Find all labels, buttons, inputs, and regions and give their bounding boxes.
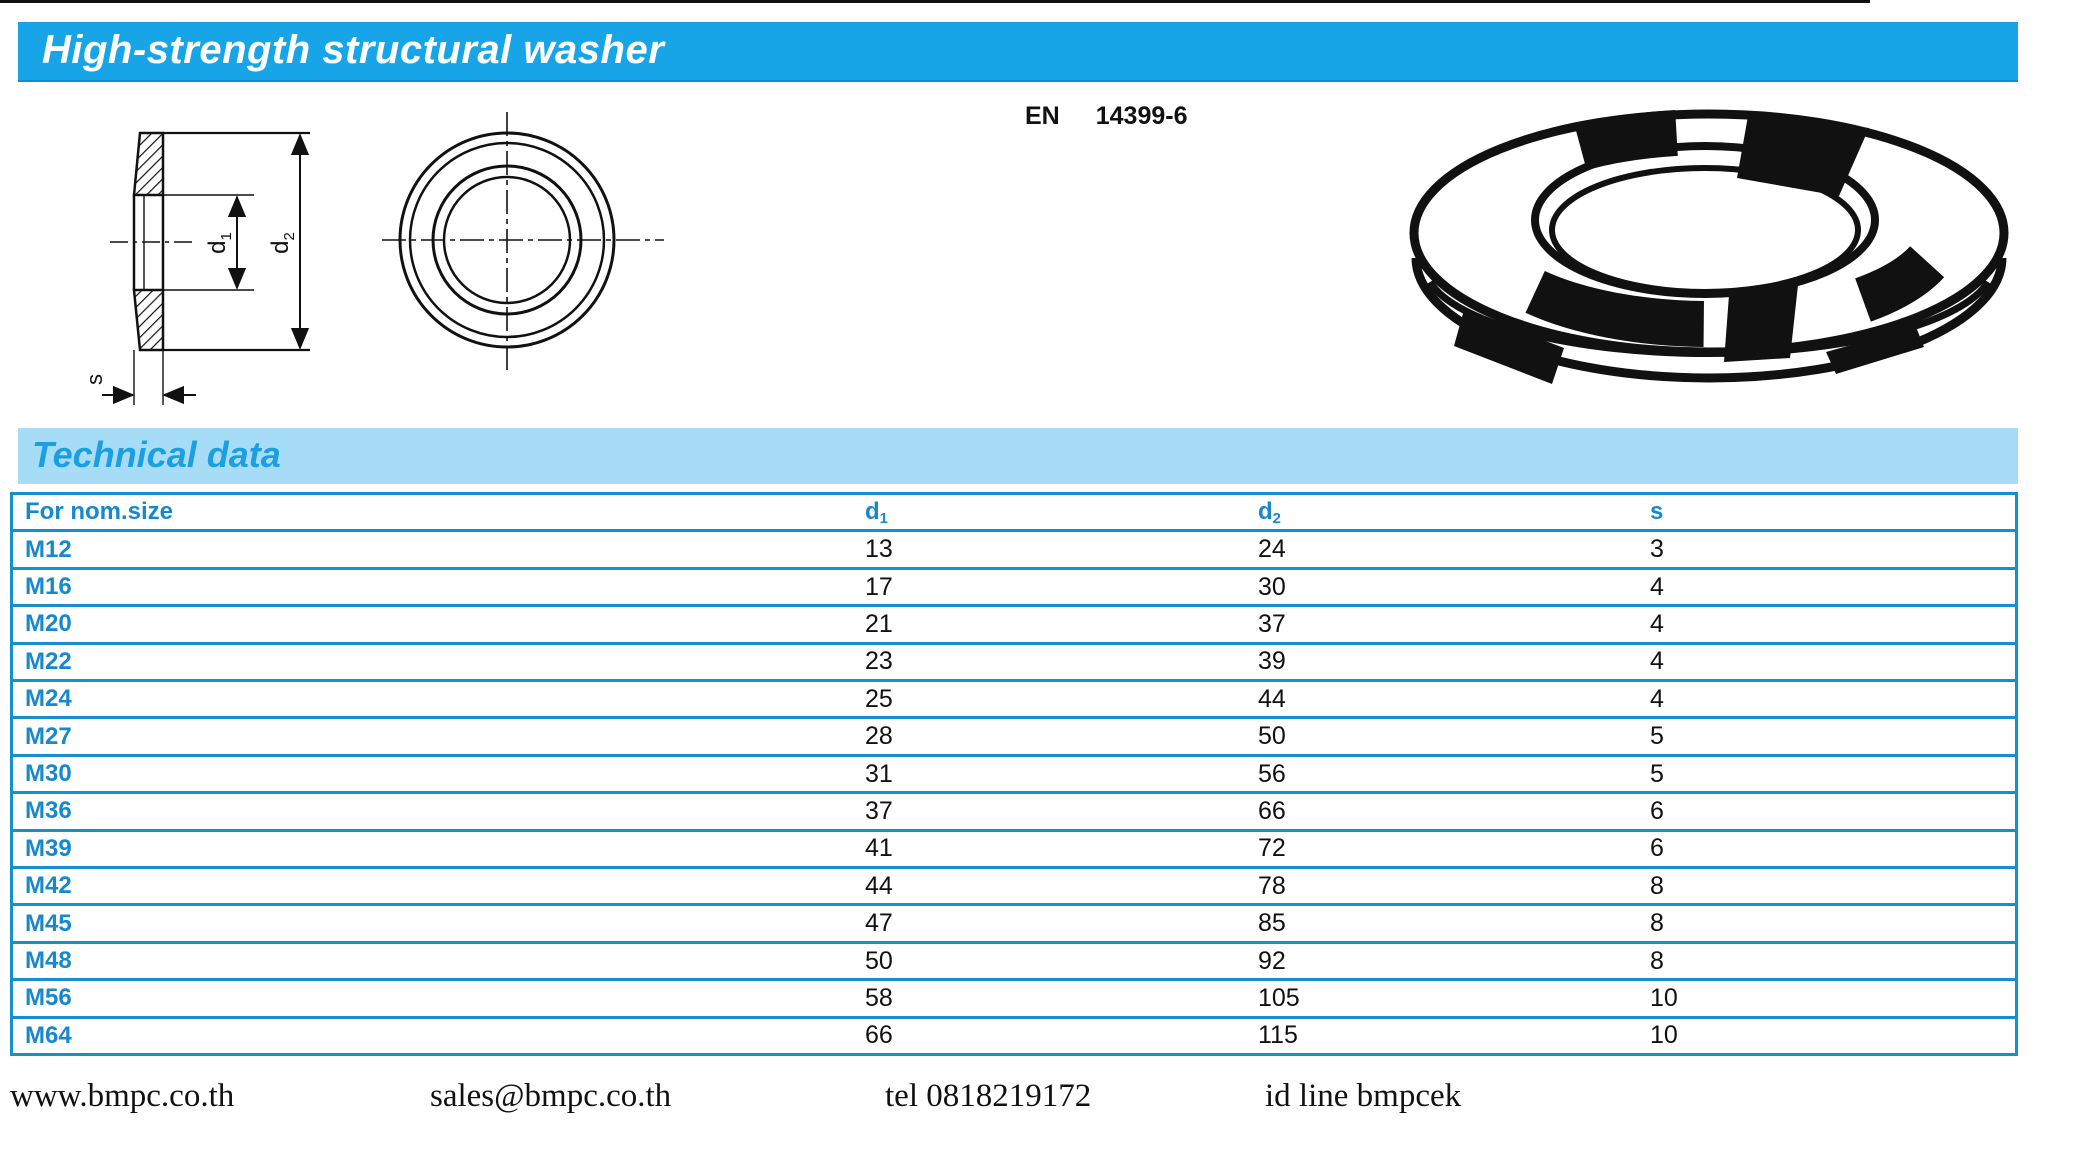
s-cell: 4 [1650,609,1664,638]
d2-cell: 39 [1258,647,1286,676]
page-top-rule [0,0,1870,3]
d2-cell: 115 [1258,1021,1298,1050]
s-cell: 6 [1650,796,1664,825]
washer-front-view-drawing [378,106,668,378]
table-row [13,529,2015,566]
d1-cell: 28 [865,722,893,751]
col-header-size: For nom.size [25,498,174,526]
s-cell: 4 [1650,684,1664,713]
dim-s-label: s [82,374,107,385]
table-row [13,1016,2015,1053]
s-cell: 8 [1650,909,1664,938]
table-header-row [13,495,2015,529]
d1-cell: 17 [865,572,893,601]
s-cell: 4 [1650,572,1664,601]
table-row [13,978,2015,1015]
d2-cell: 105 [1258,983,1300,1012]
d1-cell: 47 [865,909,893,938]
footer-phone: tel 0818219172 [885,1078,1092,1114]
s-cell: 10 [1650,983,1678,1012]
table-row [13,754,2015,791]
d1-cell: 23 [865,647,893,676]
d1-cell: 66 [865,1021,893,1050]
d2-cell: 92 [1258,946,1286,975]
s-cell: 8 [1650,871,1664,900]
d1-cell: 13 [865,535,893,564]
d2-cell: 44 [1258,684,1286,713]
d2-cell: 72 [1258,834,1286,863]
size-cell: M24 [25,685,72,713]
col-header-d2: $d_2$ [1258,497,1281,527]
s-cell: 5 [1650,759,1664,788]
d1-cell: 25 [865,684,893,713]
section-title: Technical data [32,434,281,475]
d1-cell: 41 [865,834,893,863]
page-title-bar [18,22,2018,82]
size-cell: M42 [25,872,72,900]
d2-cell: 78 [1258,871,1286,900]
table-row [13,716,2015,753]
page-title: High-strength structural washer [42,28,665,72]
d1-cell: 31 [865,759,893,788]
size-cell: M27 [25,722,72,750]
d1-cell: 37 [865,796,893,825]
dim-d2-label: $d_2$ [267,232,298,254]
size-cell: M45 [25,909,72,937]
d2-cell: 37 [1258,609,1286,638]
d2-cell: 50 [1258,722,1286,751]
table-row [13,791,2015,828]
s-cell: 3 [1650,535,1664,564]
s-cell: 5 [1650,722,1664,751]
d1-cell: 58 [865,983,893,1012]
size-cell: M56 [25,984,72,1012]
size-cell: M48 [25,947,72,975]
d1-cell: 50 [865,946,893,975]
size-cell: M22 [25,647,72,675]
d2-cell: 24 [1258,535,1286,564]
s-cell: 6 [1650,834,1664,863]
size-cell: M16 [25,573,72,601]
col-header-s: s [1650,498,1664,526]
technical-data-table [10,492,2018,1056]
washer-3d-illustration [1396,100,2026,400]
table-row [13,567,2015,604]
table-row [13,829,2015,866]
table-row [13,866,2015,903]
section-header-bar [18,428,2018,484]
table-row [13,679,2015,716]
table-row [13,903,2015,940]
standard-code: EN [1025,102,1060,130]
size-cell: M64 [25,1021,72,1049]
table-row [13,941,2015,978]
footer-email: sales@bmpc.co.th [430,1078,672,1114]
size-cell: M20 [25,610,72,638]
size-cell: M30 [25,760,72,788]
washer-section-drawing [78,93,343,423]
d2-cell: 30 [1258,572,1286,601]
contact-footer [0,1078,2085,1122]
d1-cell: 21 [865,609,893,638]
footer-website: www.bmpc.co.th [10,1078,235,1114]
d2-cell: 56 [1258,759,1286,788]
dim-d1-label: $d_1$ [204,232,235,254]
s-cell: 4 [1650,647,1664,676]
size-cell: M36 [25,797,72,825]
size-cell: M39 [25,834,72,862]
footer-line-id: id line bmpcek [1265,1078,1462,1114]
s-cell: 10 [1650,1021,1678,1050]
s-cell: 8 [1650,946,1664,975]
col-header-d1: $d_1$ [865,497,888,527]
d2-cell: 66 [1258,796,1286,825]
d1-cell: 44 [865,871,893,900]
standard-number: 14399-6 [1095,102,1188,130]
d2-cell: 85 [1258,909,1286,938]
table-row [13,642,2015,679]
standard-reference [1025,102,1187,131]
size-cell: M12 [25,535,72,563]
table-row [13,604,2015,641]
